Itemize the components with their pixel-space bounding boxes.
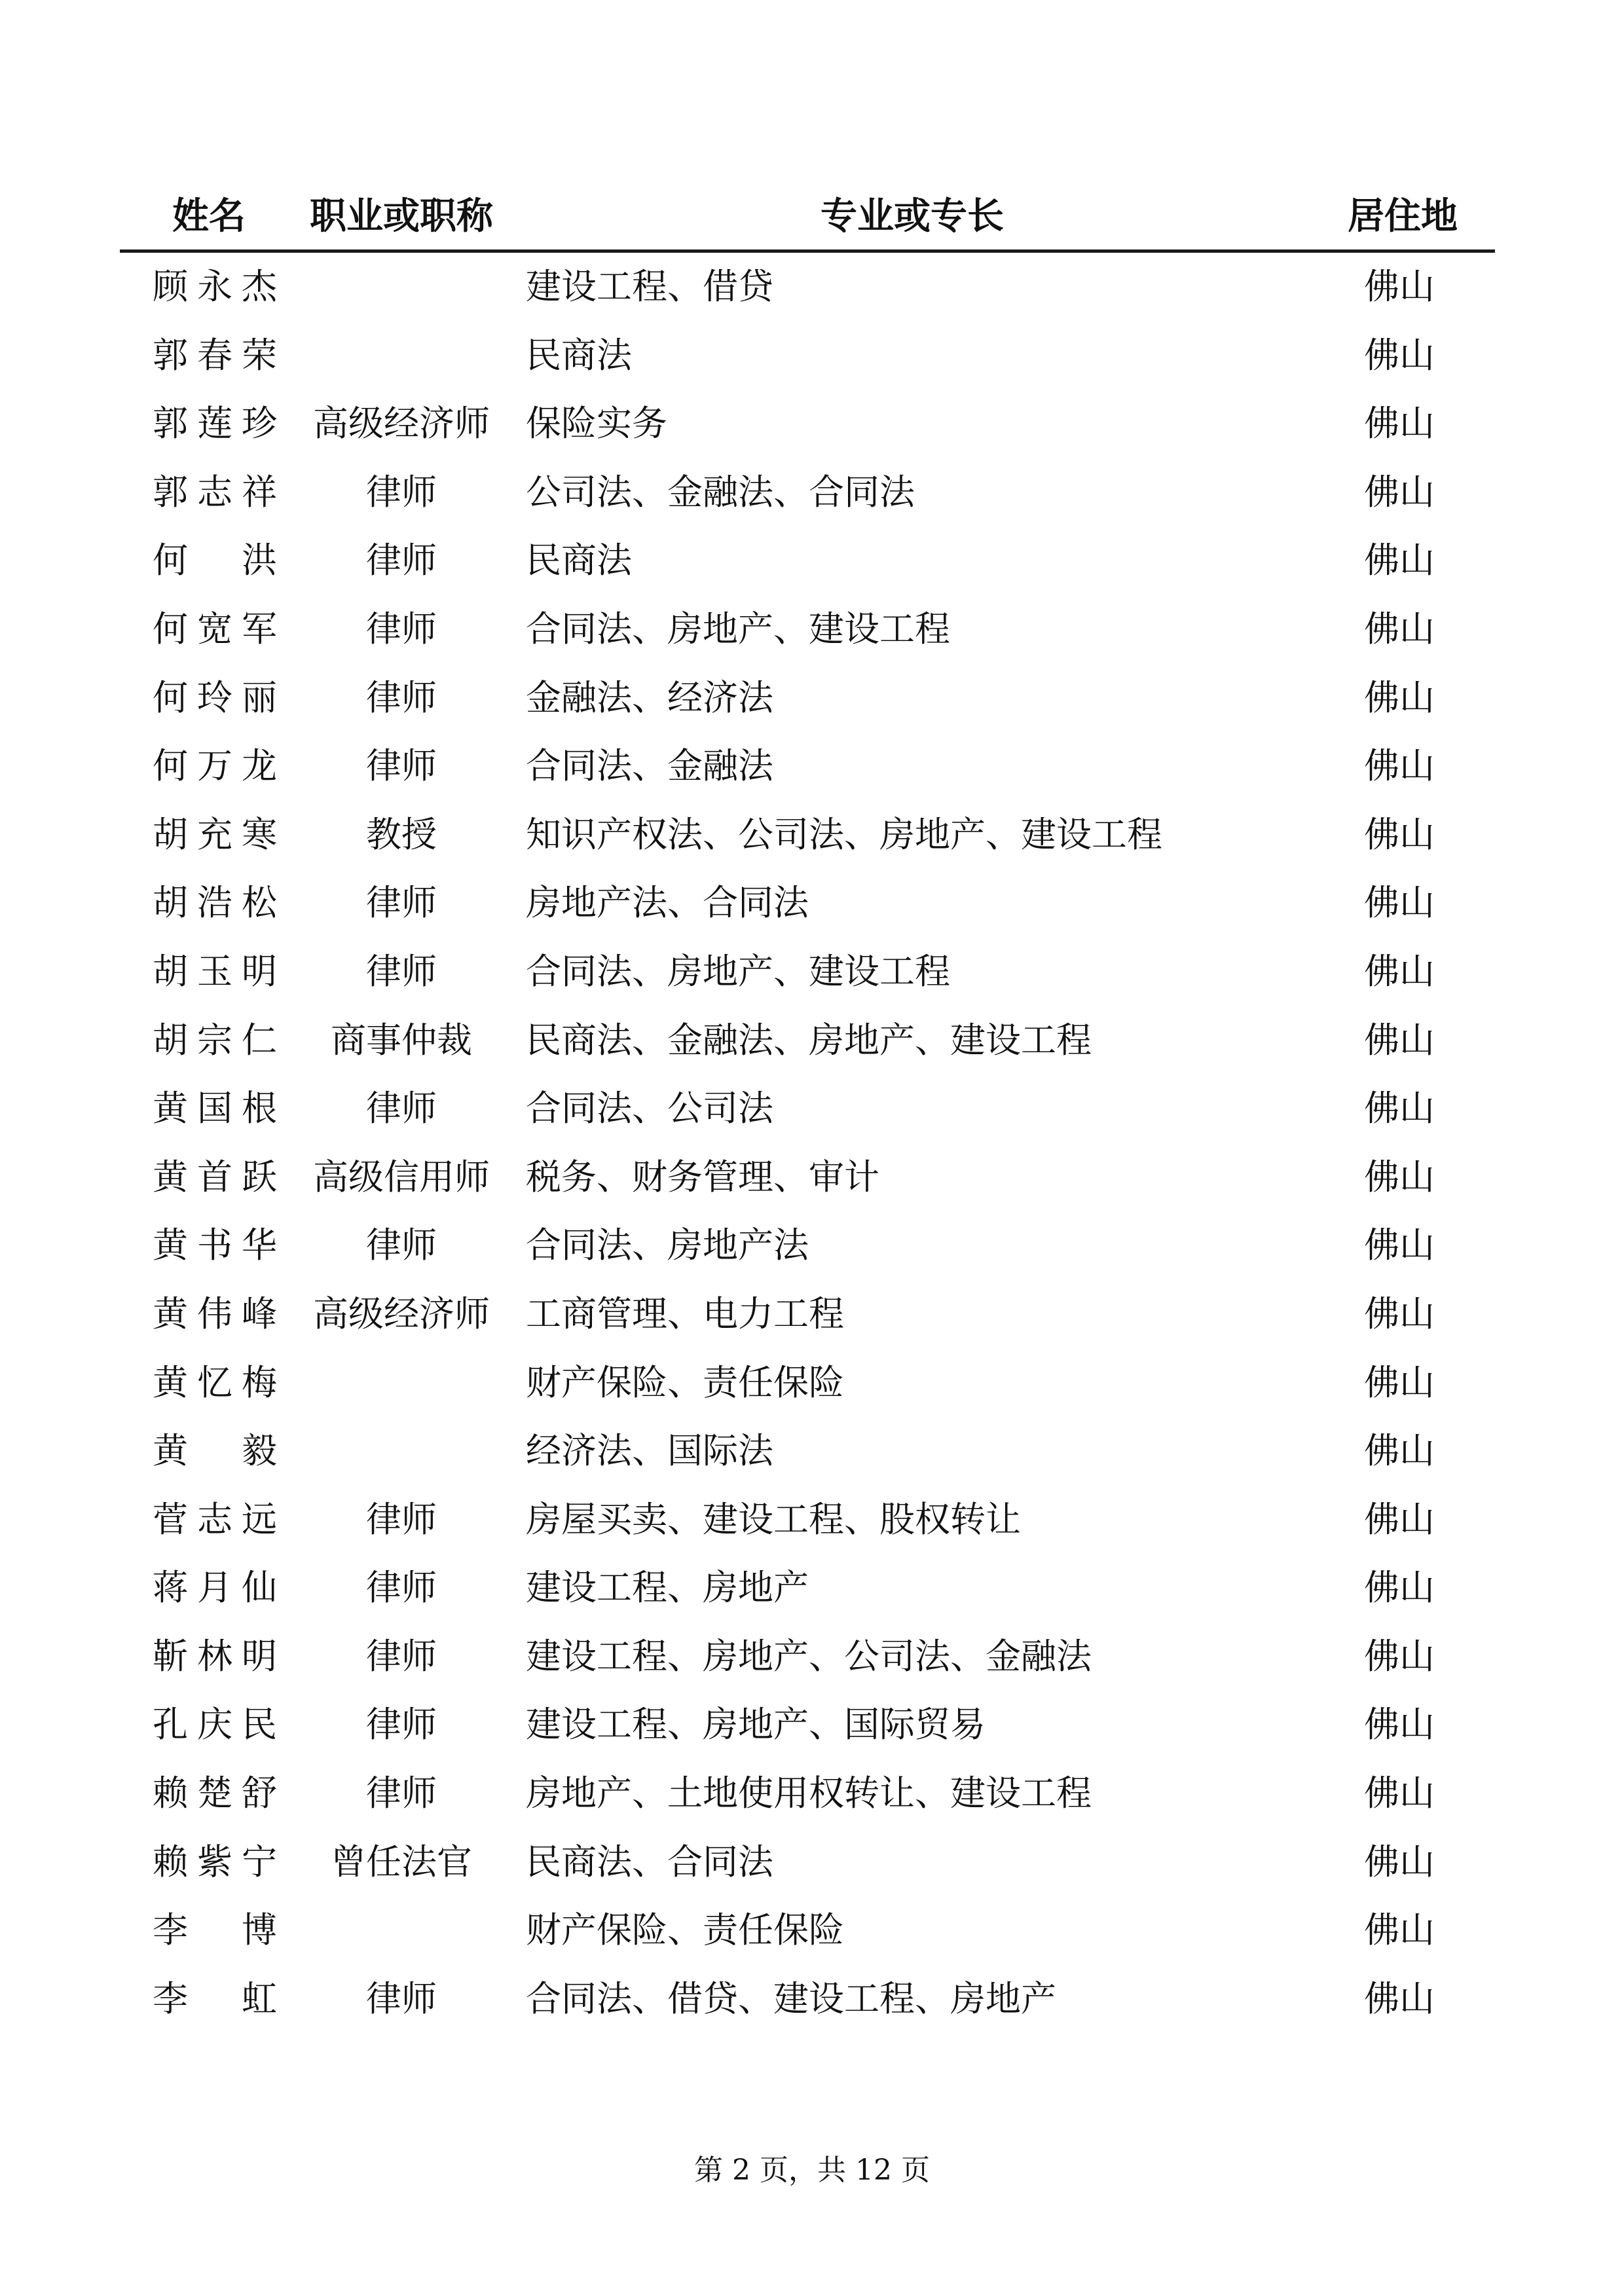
residence-cell: 佛山: [1364, 1498, 1435, 1540]
name-cell: 郭春荣: [153, 334, 277, 376]
residence-cell: 佛山: [1364, 1704, 1435, 1746]
specialty-cell: 保险实务: [526, 403, 667, 445]
specialty-cell: 合同法、房地产、建设工程: [526, 608, 950, 650]
specialty-cell: 税务、财务管理、审计: [526, 1156, 879, 1198]
specialty-cell: 工商管理、电力工程: [526, 1293, 844, 1334]
name-cell: 何洪: [153, 540, 277, 581]
name-cell: 何玲丽: [153, 676, 277, 718]
residence-cell: 佛山: [1364, 1635, 1435, 1677]
residence-cell: 佛山: [1364, 882, 1435, 924]
specialty-cell: 建设工程、房地产、公司法、金融法: [526, 1635, 1092, 1677]
specialty-cell: 房地产法、合同法: [526, 882, 809, 924]
name-cell: 胡充寒: [153, 813, 277, 855]
residence-cell: 佛山: [1364, 1156, 1435, 1198]
title-cell: 律师: [366, 471, 437, 513]
table-row: [120, 1145, 1495, 1213]
specialty-cell: 合同法、房地产法: [526, 1224, 809, 1266]
table-row: [120, 528, 1495, 597]
name-cell: 菅志远: [153, 1498, 277, 1540]
table-row: [120, 1350, 1495, 1419]
table-row: [120, 1076, 1495, 1145]
residence-cell: 佛山: [1364, 950, 1435, 992]
title-cell: 高级经济师: [313, 403, 490, 445]
name-cell: 胡宗仁: [153, 1019, 277, 1061]
residence-cell: 佛山: [1364, 676, 1435, 718]
table-row: [120, 1555, 1495, 1624]
table-row: [120, 1692, 1495, 1761]
title-cell: 律师: [366, 540, 437, 581]
table-row: [120, 733, 1495, 802]
table-row: [120, 870, 1495, 939]
name-cell: 孔庆民: [153, 1704, 277, 1746]
table-row: [120, 1624, 1495, 1693]
specialty-cell: 民商法: [526, 334, 632, 376]
table-row: [120, 1281, 1495, 1350]
title-cell: 律师: [366, 1704, 437, 1746]
title-cell: 律师: [366, 1772, 437, 1814]
residence-cell: 佛山: [1364, 1019, 1435, 1061]
name-cell: 顾永杰: [153, 266, 277, 307]
residence-cell: 佛山: [1364, 1430, 1435, 1472]
table-row: [120, 1487, 1495, 1556]
header-specialty: 专业或专长: [821, 195, 1004, 238]
title-cell: 教授: [366, 813, 437, 855]
residence-cell: 佛山: [1364, 1772, 1435, 1814]
specialty-cell: 建设工程、房地产、国际贸易: [526, 1704, 986, 1746]
table-row: [120, 1418, 1495, 1487]
table-row: [120, 1829, 1495, 1898]
header-residence: 居住地: [1348, 195, 1458, 238]
title-cell: 律师: [366, 676, 437, 718]
table-row: [120, 391, 1495, 460]
residence-cell: 佛山: [1364, 471, 1435, 513]
title-cell: 律师: [366, 1635, 437, 1677]
table-header: [120, 187, 1495, 253]
residence-cell: 佛山: [1364, 403, 1435, 445]
residence-cell: 佛山: [1364, 266, 1435, 307]
title-cell: 商事仲裁: [331, 1019, 472, 1061]
name-cell: 何万龙: [153, 745, 277, 787]
table-row: [120, 597, 1495, 665]
page-number: 第 2 页，共 12 页: [694, 2154, 930, 2187]
table-row: [120, 665, 1495, 734]
residence-cell: 佛山: [1364, 608, 1435, 650]
name-cell: 胡玉明: [153, 950, 277, 992]
residence-cell: 佛山: [1364, 1224, 1435, 1266]
specialty-cell: 建设工程、借贷: [526, 266, 773, 307]
residence-cell: 佛山: [1364, 1293, 1435, 1334]
specialty-cell: 经济法、国际法: [526, 1430, 773, 1472]
residence-cell: 佛山: [1364, 1567, 1435, 1609]
name-cell: 黄书华: [153, 1224, 277, 1266]
specialty-cell: 合同法、借贷、建设工程、房地产: [526, 1977, 1056, 2019]
residence-cell: 佛山: [1364, 1977, 1435, 2019]
specialty-cell: 房屋买卖、建设工程、股权转让: [526, 1498, 1021, 1540]
title-cell: 律师: [366, 1224, 437, 1266]
residence-cell: 佛山: [1364, 540, 1435, 581]
specialty-cell: 民商法: [526, 540, 632, 581]
specialty-cell: 合同法、金融法: [526, 745, 773, 787]
title-cell: 律师: [366, 745, 437, 787]
name-cell: 何宽军: [153, 608, 277, 650]
name-cell: 郭莲珍: [153, 403, 277, 445]
table-row: [120, 254, 1495, 323]
residence-cell: 佛山: [1364, 1088, 1435, 1129]
specialty-cell: 建设工程、房地产: [526, 1567, 809, 1609]
specialty-cell: 房地产、土地使用权转让、建设工程: [526, 1772, 1092, 1814]
name-cell: 赖楚舒: [153, 1772, 277, 1814]
title-cell: 律师: [366, 1088, 437, 1129]
specialty-cell: 财产保险、责任保险: [526, 1909, 844, 1951]
table-row: [120, 939, 1495, 1008]
specialty-cell: 合同法、房地产、建设工程: [526, 950, 950, 992]
specialty-cell: 民商法、金融法、房地产、建设工程: [526, 1019, 1092, 1061]
header-name: 姓名: [172, 195, 246, 238]
name-cell: 蒋月仙: [153, 1567, 277, 1609]
name-cell: 靳林明: [153, 1635, 277, 1677]
specialty-cell: 公司法、金融法、合同法: [526, 471, 915, 513]
table-row: [120, 460, 1495, 528]
title-cell: 高级信用师: [313, 1156, 490, 1198]
table-row: [120, 1761, 1495, 1829]
name-cell: 黄毅: [153, 1430, 277, 1472]
table-body: [120, 254, 1495, 2034]
title-cell: 律师: [366, 608, 437, 650]
specialty-cell: 财产保险、责任保险: [526, 1361, 844, 1403]
specialty-cell: 民商法、合同法: [526, 1841, 773, 1882]
name-cell: 李虹: [153, 1977, 277, 2019]
residence-cell: 佛山: [1364, 813, 1435, 855]
table-row: [120, 1898, 1495, 1966]
title-cell: 高级经济师: [313, 1293, 490, 1334]
table-row: [120, 802, 1495, 871]
residence-cell: 佛山: [1364, 1909, 1435, 1951]
specialty-cell: 知识产权法、公司法、房地产、建设工程: [526, 813, 1162, 855]
name-cell: 胡浩松: [153, 882, 277, 924]
residence-cell: 佛山: [1364, 1841, 1435, 1882]
table-row: [120, 1008, 1495, 1076]
title-cell: 律师: [366, 1567, 437, 1609]
specialty-cell: 金融法、经济法: [526, 676, 773, 718]
name-cell: 黄伟峰: [153, 1293, 277, 1334]
residence-cell: 佛山: [1364, 745, 1435, 787]
name-cell: 黄首跃: [153, 1156, 277, 1198]
title-cell: 律师: [366, 950, 437, 992]
table-row: [120, 1213, 1495, 1281]
residence-cell: 佛山: [1364, 334, 1435, 376]
title-cell: 曾任法官: [331, 1841, 472, 1882]
table-row: [120, 323, 1495, 392]
title-cell: 律师: [366, 882, 437, 924]
residence-cell: 佛山: [1364, 1361, 1435, 1403]
name-cell: 李博: [153, 1909, 277, 1951]
name-cell: 赖紫宁: [153, 1841, 277, 1882]
header-title: 职业或职称: [310, 195, 493, 238]
name-cell: 黄忆梅: [153, 1361, 277, 1403]
specialty-cell: 合同法、公司法: [526, 1088, 773, 1129]
name-cell: 黄国根: [153, 1088, 277, 1129]
table-row: [120, 1966, 1495, 2035]
name-cell: 郭志祥: [153, 471, 277, 513]
title-cell: 律师: [366, 1498, 437, 1540]
title-cell: 律师: [366, 1977, 437, 2019]
